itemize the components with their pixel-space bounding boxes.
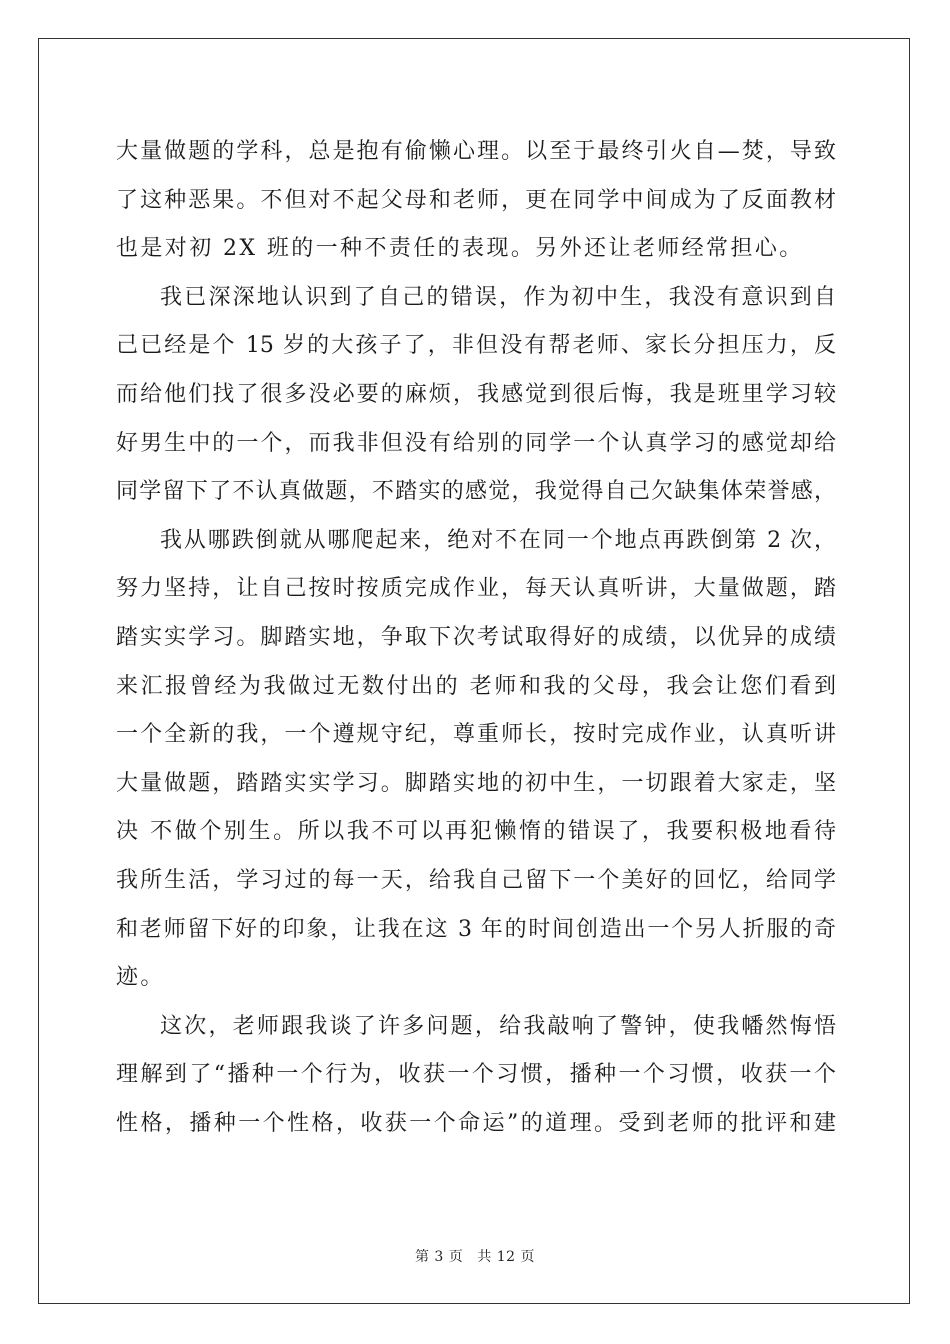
text-line: 我所生活，学习过的每一天，给我自己留下一个美好的回忆，给同学 [116, 867, 836, 893]
text-line: 同学留下了不认真做题，不踏实的感觉，我觉得自己欠缺集体荣誉感， [116, 479, 836, 505]
text-line: 我从哪跌倒就从哪爬起来，绝对不在同一个地点再跌倒第 2 次， [160, 527, 836, 553]
text-line: 迹。 [116, 965, 165, 991]
text-line: 决 不做个别生。所以我不可以再犯懒惰的错误了，我要积极地看待 [116, 819, 836, 845]
text-line: 性格，播种一个性格，收获一个命运”的道理。受到老师的批评和建 [116, 1110, 836, 1136]
text-line: 一个全新的我，一个遵规守纪，尊重师长，按时完成作业，认真听讲 [116, 722, 836, 748]
text-line: 大量做题的学科，总是抱有偷懒心理。以至于最终引火自—焚，导致 [116, 139, 836, 164]
text-line: 也是对初 2X 班的一种不责任的表现。另外还让老师经常担心。 [116, 236, 804, 262]
text-line: 了这种恶果。不但对不起父母和老师，更在同学中间成为了反面教材 [116, 187, 836, 213]
text-line: 好男生中的一个，而我非但没有给别的同学一个认真学习的感觉却给 [116, 430, 836, 456]
text-line: 踏实实学习。脚踏实地，争取下次考试取得好的成绩，以优异的成绩 [116, 624, 836, 650]
text-line: 大量做题，踏踏实实学习。脚踏实地的初中生，一切跟着大家走，坚 [116, 770, 836, 796]
text-line: 这次，老师跟我谈了许多问题，给我敲响了警钟，使我幡然悔悟 [160, 1013, 836, 1039]
text-line: 努力坚持，让自己按时按质完成作业，每天认真听讲，大量做题，踏 [116, 576, 836, 602]
page-footer [0, 1246, 950, 1266]
text-line: 理解到了“播种一个行为，收获一个习惯，播种一个习惯，收获一个 [116, 1062, 836, 1088]
text-line: 己已经是个 15 岁的大孩子了，非但没有帮老师、家长分担压力，反 [116, 333, 836, 359]
page-number-total: 共 12 页 [477, 1249, 536, 1265]
text-line: 和老师留下好的印象，让我在这 3 年的时间创造出一个另人折服的奇 [116, 916, 836, 942]
text-line: 而给他们找了很多没必要的麻烦，我感觉到很后悔，我是班里学习较 [116, 381, 836, 407]
text-line: 我已深深地认识到了自己的错误，作为初中生，我没有意识到自 [160, 284, 836, 310]
page-number-current: 第 3 页 [414, 1249, 464, 1265]
document-body [116, 128, 836, 1148]
text-line: 来汇报曾经为我做过无数付出的 老师和我的父母，我会让您们看到 [116, 673, 836, 699]
